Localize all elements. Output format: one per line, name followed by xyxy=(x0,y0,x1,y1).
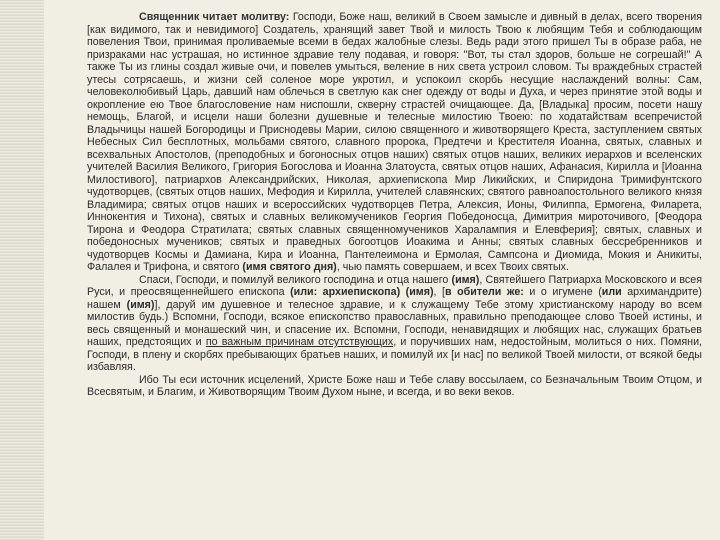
paragraph-1-end: , чью память совершаем, и всех Твоих святых. xyxy=(336,261,569,273)
monastery-note: в обители же: xyxy=(445,286,524,298)
prayer-paragraph-1 xyxy=(87,11,702,274)
paragraph-2-text: архимандрите) нашем xyxy=(87,286,702,311)
page-edge-decoration xyxy=(0,0,44,540)
paragraph-2-text: , Святейшего Патриарха Московского и всея Руси, и преосвященнейшего епископа xyxy=(87,273,702,298)
paragraph-2-end: , и поручивших нам, недостойным, молиться о них. Помяни, Господи, в плену и скорбях пребывающих братьев наших, и помилуй их [и нас] по великой Твоей милости, от всякой беды избавляя. xyxy=(87,336,703,373)
prayer-paragraph-3 xyxy=(87,374,702,399)
paragraph-2-text: и о игумене ( xyxy=(523,286,602,298)
paragraph-3-text: Ибо Ты еси источник исцелений, Христе Боже наш и Тебе славу воссылаем, со Безначальным Твоим Отцом, и Всесвятым, и Благим, и Животворящим Твоим Духом ныне, и всегда, и во веки веков. xyxy=(87,373,702,398)
paragraph-2-text: , [ xyxy=(433,286,446,298)
paragraph-1-text: Господи, Боже наш, великий в Своем замысле и дивный в делах, всего творения [как видимого, так и невидимого] Создатель, хранящий завет Твой и милость Твою к любящим Тебя и соблюдающим повеления Твои, принимая проливаемые всеми в бедах жалобные слезы. Ведь ради этого пришел Ты в образе раба, не призраками нас устрашая, но истинное здравие телу подавая, и говоря: "Вот, ты стал здоров, больше не согрешай!" А также Ты из глины создал живые очи, и повелев умыться, веление в них света устроил словом. Ты враждебных страстей утесы сотрясаешь, и жизни сей соленое море укротил, и успокоил скорбь несущие наслаждений волны: Сам, человеколюбивый Царь, давший нам облечься в светлую как снег одежду от воды и Духа, и через принятие этой воды и окропление ею Твое благословение нам ниспошли, скверну страстей очищающее. Да, [Владыка] просим, посети нашу немощь, Благой, и исцели наши болезни душевные и телесные милостию Твоею: по ходатайствам всепречистой Владычицы нашей Богородицы и Приснодевы Марии, силою священного и животворящего Креста, заступлением святых Небесных Сил бесплотных, мольбами святого, славного пророка, Предтечи и Крестителя Иоанна, святых, славных и всехвальных Апостолов, (преподобных и богоносных отцов наших) святых отцов наших, великих иерархов и вселенских учителей Василия Великого, Григория Богослова и Иоанна Златоуста, святых отцов наших, Афанасия, Кирилла и [Иоанна Милостивого], патриархов Александрийских, Николая, архиепископа Мир Ликийских, и Спиридона Тримифунтского чудотворцев, (святых отцов наших, Мефодия и Кирилла, учителей славянских; святого равноапостольного великого князя Владимира; святых отцов наших и всероссийских чудотворцев Петра, Алексия, Ионы, Филиппа, Ермогена, Филарета, Иннокентия и Тихона), святых и славных великомучеников Георгия Победоносца, Димитрия мироточивого, [Феодора Тирона и Феодора Стратилата; святых славных священномучеников Харалампия и Елевферия]; святых, славных и победоносных мучеников; святых и праведных богоотцов Иоакима и Анны; святых славных бессребренников и чудотворцев Космы и Дамиана, Кира и Иоанна, Пантелеимона и Ермолая, Сампсона и Диомида, Мокия и Аникиты, Фалалея и Трифона, и святого xyxy=(87,11,703,273)
name-placeholder: (имя) xyxy=(451,273,480,286)
underlined-phrase: по важным причинам отсутствующих xyxy=(205,336,394,348)
archbishop-placeholder: (или: архиепископа) xyxy=(290,286,401,298)
paragraph-2-text: ], даруй им душевное и телесное здравие, и к служащему Тебе этому христианскому народу во всем милостив будь.) Вспомни, Господи, всякое епископство православных, правильно преподающее слово Твоей истины, и весь священный и монашеский чин, и спасение их. Вспомни, Господи, ненавидящих и любящих нас, служащих братьев наших, предстоящих и xyxy=(87,298,703,348)
or-note: или xyxy=(601,286,622,298)
prayer-text xyxy=(87,11,702,399)
prayer-paragraph-2 xyxy=(87,274,702,374)
name-placeholder: (имя) xyxy=(405,286,434,298)
priest-role-label: Священник читает молитву: xyxy=(139,11,290,23)
saint-of-day-placeholder: (имя святого дня) xyxy=(242,261,337,273)
name-placeholder: (имя) xyxy=(126,298,155,311)
paragraph-2-text: Спаси, Господи, и помилуй великого господина и отца нашего xyxy=(139,273,452,286)
